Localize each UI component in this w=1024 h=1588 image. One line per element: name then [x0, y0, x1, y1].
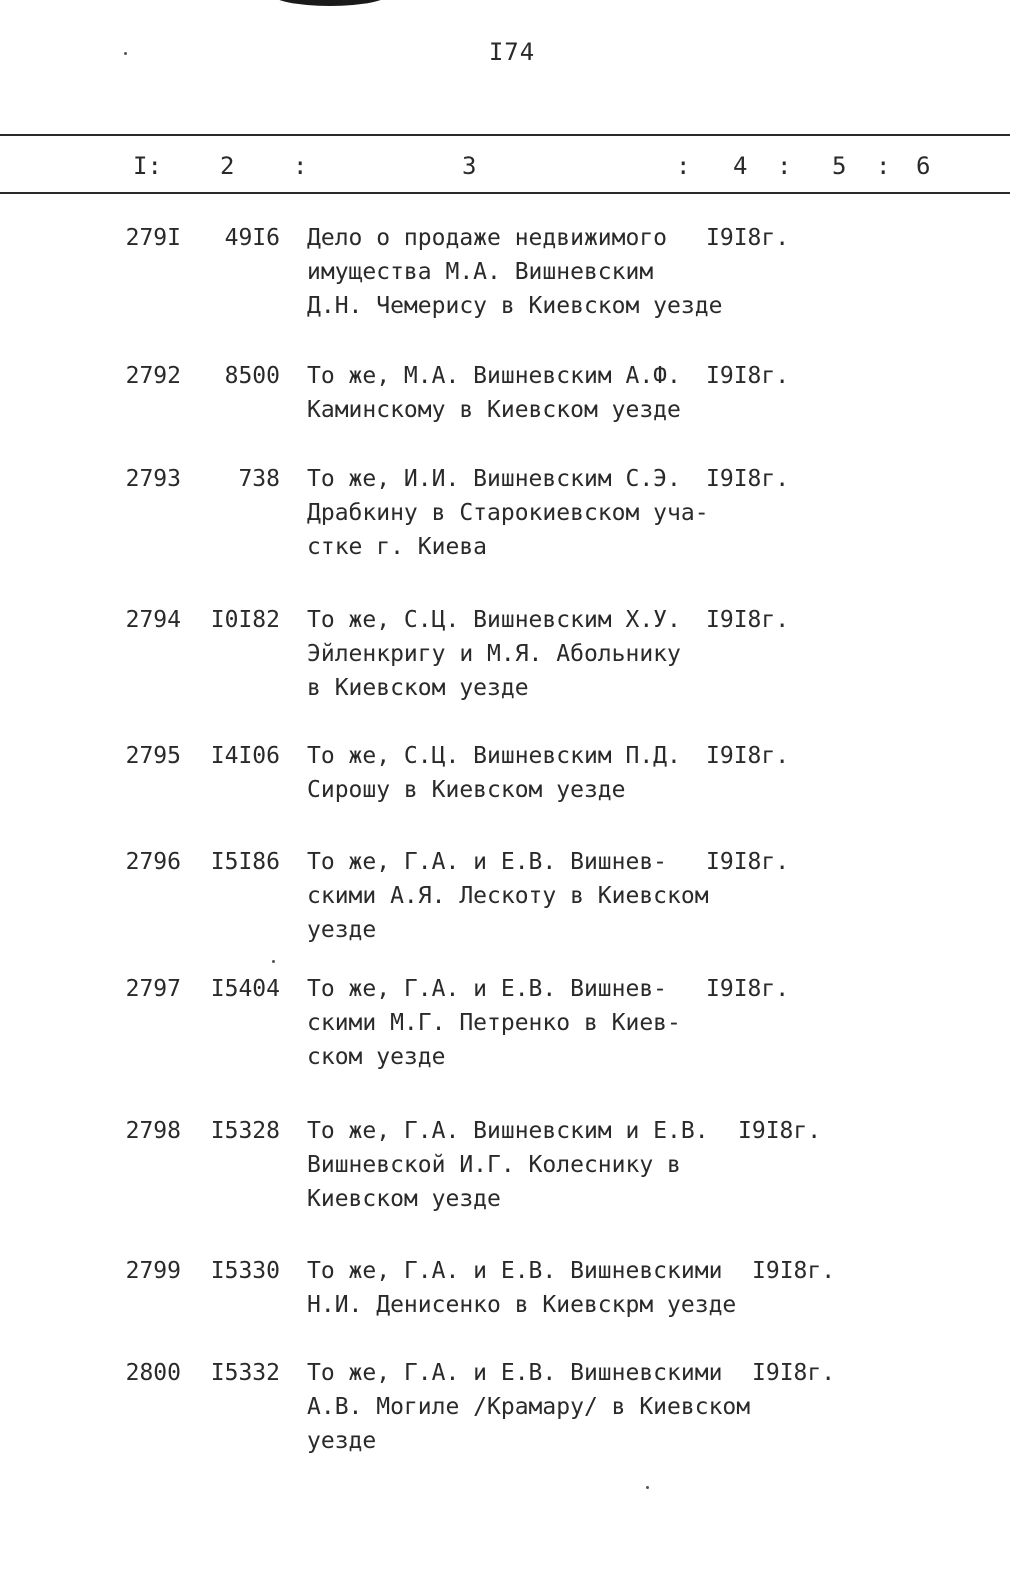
scan-speck — [272, 960, 275, 963]
item-code: I5332 — [210, 1360, 280, 1386]
description-line: То же, Г.А. и Е.В. Вишнев- — [307, 976, 668, 1002]
item-number: 2795 — [125, 743, 181, 769]
description-line: То же, Г.А. и Е.В. Вишнев- — [307, 849, 668, 875]
item-description — [307, 845, 707, 947]
item-code: I5328 — [210, 1118, 280, 1144]
item-number: 2797 — [125, 976, 181, 1002]
item-year: I9I8г. — [706, 976, 790, 1002]
description-line: То же, Г.А. и Е.В. Вишневскими — [307, 1360, 723, 1386]
description-line: скими А.Я. Лескоту в Киевском — [307, 883, 709, 909]
item-code: I5330 — [210, 1258, 280, 1284]
item-description — [307, 1356, 751, 1458]
item-number: 2796 — [125, 849, 181, 875]
header-col-5: 5 — [832, 152, 847, 180]
item-description — [307, 972, 707, 1074]
description-line: То же, М.А. Вишневским А.Ф. — [307, 363, 681, 389]
header-separator: : — [876, 152, 891, 180]
description-line: Н.И. Денисенко в Киевскрм уезде — [307, 1292, 737, 1318]
header-col-1: I: — [133, 152, 162, 180]
item-number: 2798 — [125, 1118, 181, 1144]
header-col-2: 2 — [220, 152, 235, 180]
item-code: I0I82 — [210, 607, 280, 633]
item-number: 279I — [125, 225, 181, 251]
description-line: То же, Г.А. Вишневским и Е.В. — [307, 1118, 709, 1144]
item-year: I9I8г. — [706, 607, 790, 633]
item-code: 738 — [238, 466, 280, 492]
description-line: уезде — [307, 917, 377, 943]
item-number: 2799 — [125, 1258, 181, 1284]
description-line: уезде — [307, 1428, 377, 1454]
item-year: I9I8г. — [706, 225, 790, 251]
item-code: I5404 — [210, 976, 280, 1002]
description-line: Д.Н. Чемерису в Киевском уезде — [307, 293, 723, 319]
item-year: I9I8г. — [752, 1258, 836, 1284]
item-number: 2792 — [125, 363, 181, 389]
item-year: I9I8г. — [706, 849, 790, 875]
header-bottom-rule — [0, 192, 1010, 194]
item-year: I9I8г. — [752, 1360, 836, 1386]
header-col-6: 6 — [916, 152, 931, 180]
item-description — [307, 603, 707, 705]
item-year: I9I8г. — [706, 466, 790, 492]
item-description — [307, 1114, 707, 1216]
item-description — [307, 462, 707, 564]
description-line: Дело о продаже недвижимого — [307, 225, 668, 251]
description-line: стке г. Киева — [307, 534, 488, 560]
item-year: I9I8г. — [706, 743, 790, 769]
description-line: в Киевском уезде — [307, 675, 529, 701]
item-number: 2793 — [125, 466, 181, 492]
header-separator: : — [676, 152, 691, 180]
description-line: имущества М.А. Вишневским — [307, 259, 654, 285]
description-line: Эйленкригу и М.Я. Абольнику — [307, 641, 681, 667]
description-line: Сирошу в Киевском уезде — [307, 777, 626, 803]
description-line: То же, Г.А. и Е.В. Вишневскими — [307, 1258, 723, 1284]
description-line: То же, И.И. Вишневским С.Э. — [307, 466, 681, 492]
header-top-rule — [0, 134, 1010, 136]
item-number: 2800 — [125, 1360, 181, 1386]
item-number: 2794 — [125, 607, 181, 633]
description-line: ском уезде — [307, 1044, 446, 1070]
description-line: Киевском уезде — [307, 1186, 501, 1212]
description-line: скими М.Г. Петренко в Киев- — [307, 1010, 681, 1036]
item-description — [307, 359, 707, 427]
item-description — [307, 1254, 737, 1322]
scan-artifact — [270, 0, 390, 6]
item-year: I9I8г. — [706, 363, 790, 389]
header-col-4: 4 — [733, 152, 748, 180]
item-description — [307, 221, 723, 323]
item-year: I9I8г. — [738, 1118, 822, 1144]
item-code: 8500 — [224, 363, 280, 389]
description-line: Вишневской И.Г. Колеснику в — [307, 1152, 681, 1178]
header-separator: : — [777, 152, 792, 180]
page-number: I74 — [488, 38, 536, 66]
description-line: Драбкину в Старокиевском уча- — [307, 500, 709, 526]
header-separator: : — [293, 152, 308, 180]
description-line: То же, С.Ц. Вишневским П.Д. — [307, 743, 681, 769]
description-line: То же, С.Ц. Вишневским Х.У. — [307, 607, 681, 633]
header-col-3: 3 — [462, 152, 477, 180]
item-description — [307, 739, 707, 807]
item-code: 49I6 — [224, 225, 280, 251]
item-code: I5I86 — [210, 849, 280, 875]
description-line: А.В. Могиле /Крамару/ в Киевском — [307, 1394, 751, 1420]
item-code: I4I06 — [210, 743, 280, 769]
description-line: Каминскому в Киевском уезде — [307, 397, 681, 423]
scan-speck — [646, 1486, 649, 1489]
